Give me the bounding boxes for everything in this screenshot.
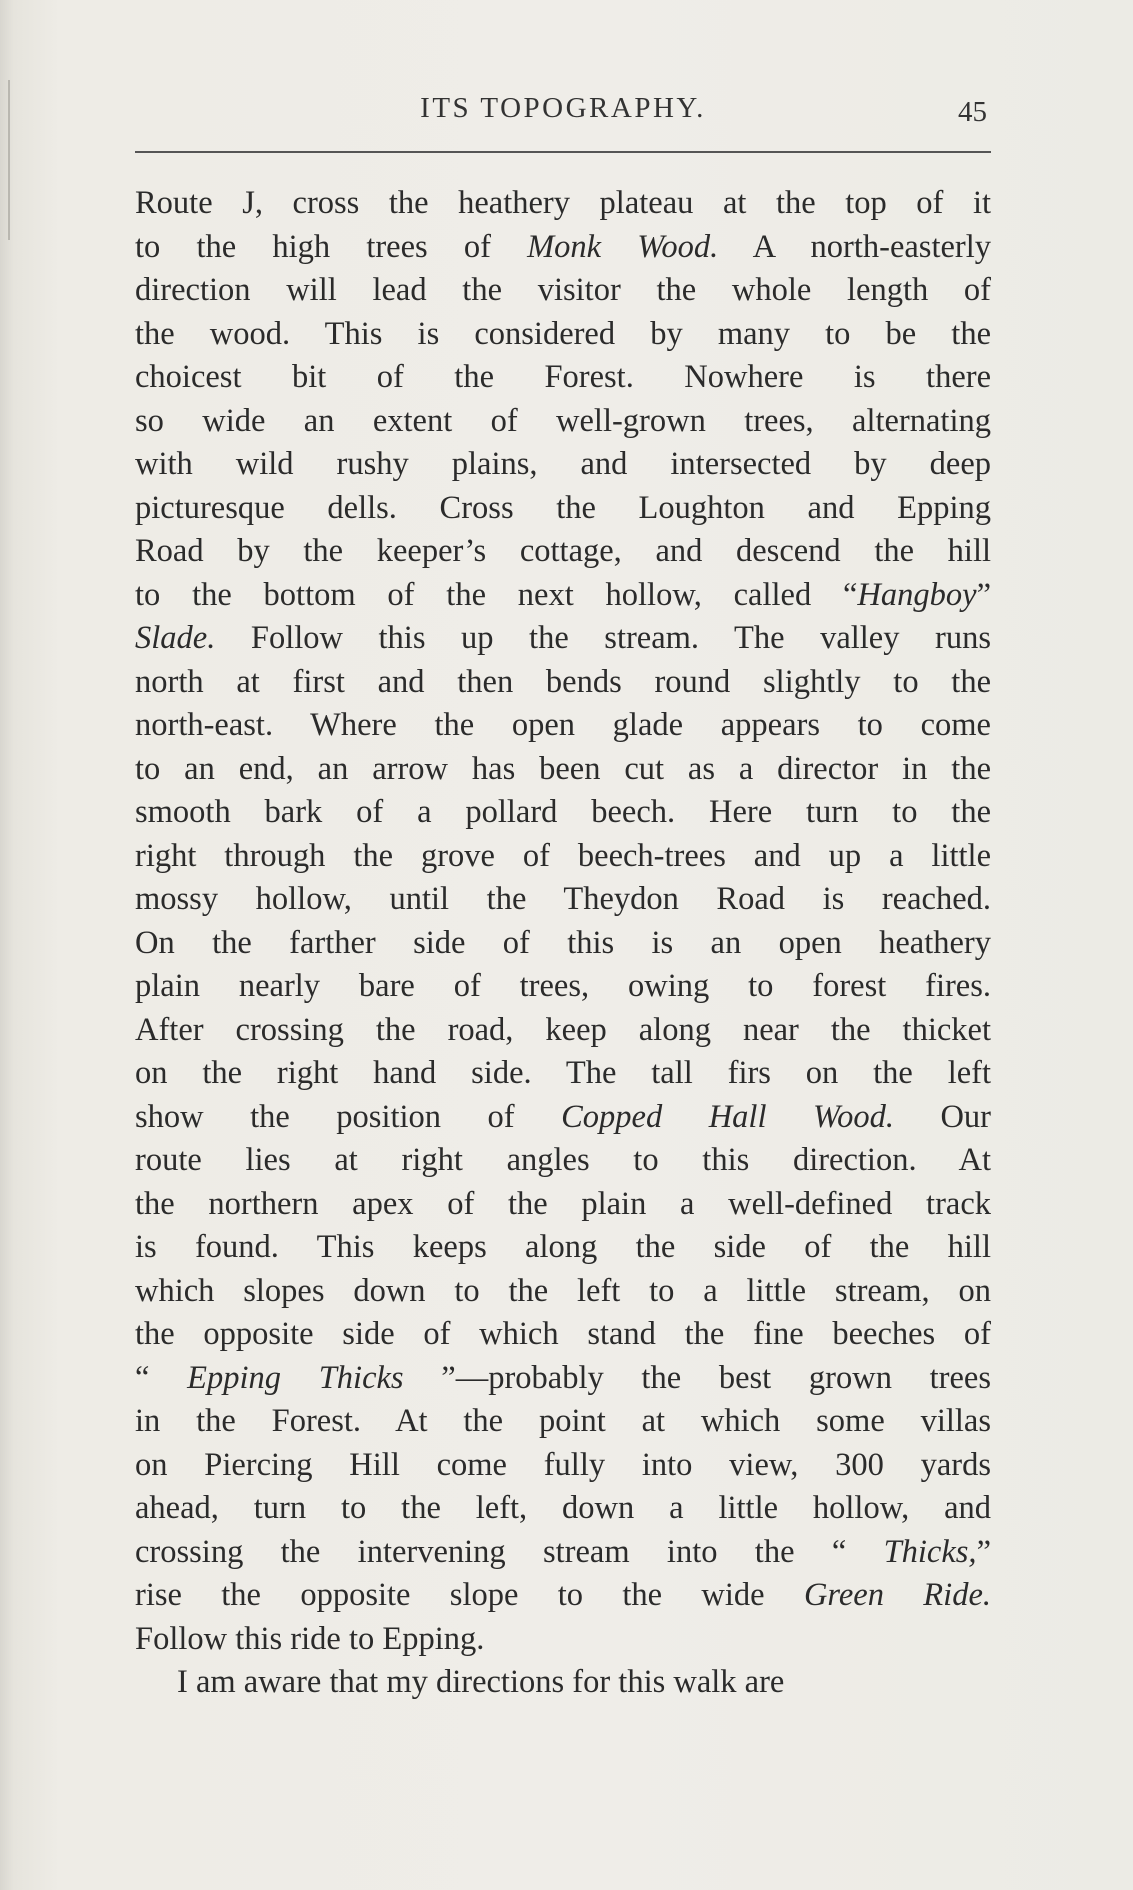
text-line [135, 1313, 991, 1357]
text-run: “ [135, 1359, 188, 1396]
text-line [135, 487, 991, 531]
text-run: which slopes down to the left to a little stream, on [135, 1272, 991, 1309]
text-run: Our [893, 1098, 991, 1135]
text-line [135, 182, 991, 226]
running-head [135, 88, 991, 128]
text-line [135, 1096, 991, 1140]
text-run: ” [976, 1533, 991, 1570]
text-run: in the Forest. At the point at which some villas [135, 1403, 991, 1439]
text-run: so wide an extent of well-grown trees, alternating [135, 402, 991, 439]
text-run: ”—probably the best grown trees [403, 1359, 991, 1396]
text-line [135, 1618, 991, 1662]
text-line [135, 269, 991, 313]
text-run: route lies at right angles to this direction. At [135, 1142, 991, 1178]
text-run: Follow this ride to Epping. [135, 1620, 485, 1657]
text-run: north at first and then bends round slightly to the [135, 663, 991, 700]
text-run: On the farther side of this is an open heathery [135, 924, 991, 961]
text-line [135, 400, 991, 444]
italic-text-run: Slade. [135, 620, 216, 656]
italic-text-run: Hangboy [857, 576, 977, 613]
text-run: with wild rushy plains, and intersected by deep [135, 446, 991, 482]
text-run: ahead, turn to the left, down a little hollow, and [135, 1490, 991, 1526]
text-run: to an end, an arrow has been cut as a director in the [135, 750, 991, 787]
text-run: I am aware that my directions for this walk are [177, 1664, 785, 1700]
text-line [135, 1226, 991, 1270]
italic-text-run: Green Ride. [803, 1577, 991, 1613]
text-run: Route J, cross the heathery plateau at the top of it [135, 185, 991, 221]
text-run: plain nearly bare of trees, owing to forest fires. [135, 968, 991, 1004]
header-rule [135, 151, 991, 153]
text-line [135, 748, 991, 792]
text-run: right through the grove of beech-trees and up a little [135, 837, 991, 874]
text-line [135, 617, 991, 661]
running-title: ITS TOPOGRAPHY. [420, 92, 706, 124]
text-line [135, 1444, 991, 1488]
italic-text-run: Copped Hall Wood. [561, 1098, 894, 1135]
text-line [135, 878, 991, 922]
text-run: mossy hollow, until the Theydon Road is reached. [135, 881, 991, 917]
text-line [135, 791, 991, 835]
italic-text-run: Thicks, [883, 1533, 977, 1570]
text-line [135, 1270, 991, 1314]
text-line [135, 965, 991, 1009]
text-run: show the position of [135, 1098, 562, 1135]
page-edge-shadow [8, 80, 10, 240]
body-text [135, 182, 991, 1705]
text-run: ” [976, 576, 991, 613]
italic-text-run: Monk Wood. [527, 228, 719, 265]
text-run: Follow this up the stream. The valley runs [215, 620, 991, 656]
page-number: 45 [958, 96, 987, 128]
text-line [135, 835, 991, 879]
text-line [135, 1400, 991, 1444]
text-line [135, 1009, 991, 1053]
text-run: on the right hand side. The tall firs on the left [135, 1055, 991, 1091]
italic-text-run: Epping Thicks [187, 1359, 404, 1396]
text-run: the wood. This is considered by many to be the [135, 315, 991, 352]
text-line [135, 1357, 991, 1401]
text-run: crossing the intervening stream into the “ [135, 1533, 884, 1570]
text-run: smooth bark of a pollard beech. Here turn to the [135, 794, 991, 830]
text-run: the northern apex of the plain a well-defined track [135, 1185, 991, 1222]
text-run: is found. This keeps along the side of the hill [135, 1229, 991, 1265]
text-line [135, 1531, 991, 1575]
text-line [135, 356, 991, 400]
text-run: choicest bit of the Forest. Nowhere is there [135, 359, 991, 395]
text-line [135, 530, 991, 574]
text-line [135, 443, 991, 487]
text-line [135, 574, 991, 618]
text-run: rise the opposite slope to the wide [135, 1577, 804, 1613]
text-line [135, 1661, 991, 1705]
text-line [135, 313, 991, 357]
text-line [135, 1183, 991, 1227]
text-run: Road by the keeper’s cottage, and descend the hill [135, 533, 991, 569]
text-line [135, 1487, 991, 1531]
text-line [135, 922, 991, 966]
text-run: north-east. Where the open glade appears to come [135, 707, 991, 743]
text-run: on Piercing Hill come fully into view, 300 yards [135, 1446, 991, 1483]
text-run: After crossing the road, keep along near the thicket [135, 1011, 991, 1048]
text-run: A north-easterly [718, 228, 991, 265]
text-line [135, 226, 991, 270]
text-run: the opposite side of which stand the fine beeches of [135, 1316, 991, 1352]
text-run: to the high trees of [135, 228, 528, 265]
text-line [135, 1139, 991, 1183]
text-run: picturesque dells. Cross the Loughton and Epping [135, 489, 991, 526]
text-line [135, 704, 991, 748]
text-line [135, 661, 991, 705]
text-run: direction will lead the visitor the whole length of [135, 272, 991, 308]
text-run: to the bottom of the next hollow, called “ [135, 576, 858, 613]
text-line [135, 1574, 991, 1618]
text-line [135, 1052, 991, 1096]
